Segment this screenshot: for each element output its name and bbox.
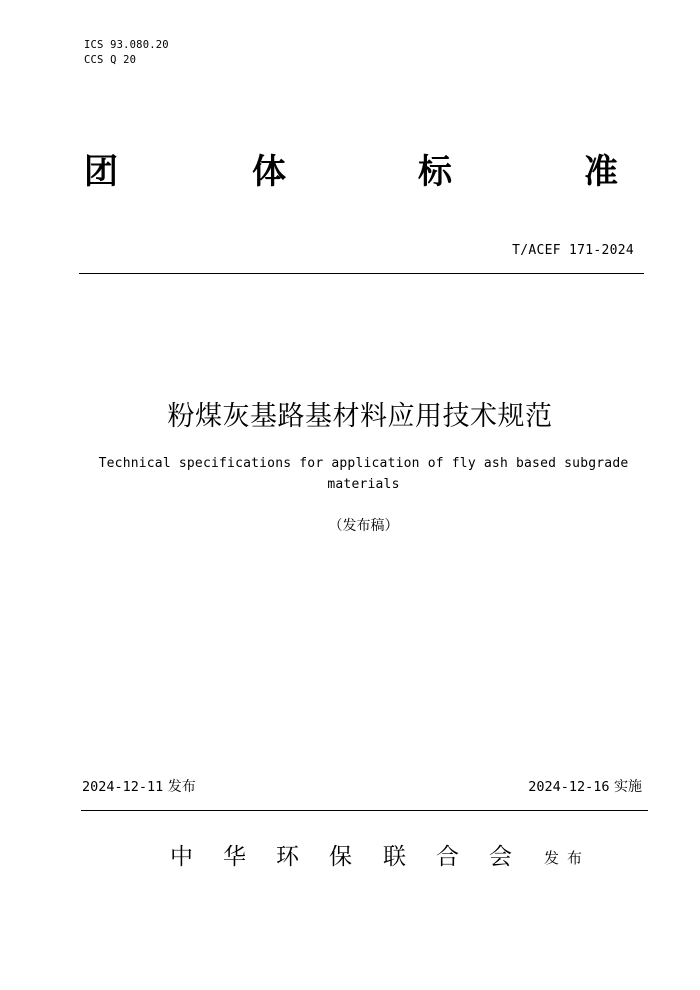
top-divider: [79, 273, 644, 274]
issue-label: 发布: [167, 779, 196, 795]
publisher-char: 联: [383, 844, 406, 870]
standard-type-heading: [84, 150, 632, 200]
implementation-label: 实施: [614, 779, 642, 795]
publisher-char: 中: [170, 844, 193, 870]
publisher-char: 会: [489, 844, 512, 870]
standard-type-char: 团: [84, 152, 118, 192]
issue-date: 2024-12-11: [82, 779, 164, 795]
standard-number: T/ACEF 171-2024: [512, 243, 634, 258]
bottom-divider: [81, 810, 648, 811]
publisher-char: 保: [329, 844, 352, 870]
document-title-english: Technical specifications for application of fly ash based subgrade materials: [98, 456, 629, 492]
classification-codes: [84, 38, 169, 68]
standard-type-char: 准: [584, 152, 618, 192]
issue-date-line: [82, 777, 196, 797]
ics-code: ICS 93.080.20: [84, 39, 169, 51]
implementation-date-line: [528, 777, 642, 797]
publisher-action: 发布: [544, 849, 591, 867]
publisher-line: [170, 840, 590, 876]
implementation-date: 2024-12-16: [528, 779, 610, 795]
publisher-char: 合: [436, 844, 459, 870]
document-title-chinese: 粉煤灰基路基材料应用技术规范: [167, 401, 553, 432]
publisher-char: 环: [276, 844, 299, 870]
ccs-code: CCS Q 20: [84, 54, 137, 66]
publisher-char: 华: [223, 844, 246, 870]
standard-type-char: 标: [418, 152, 452, 192]
document-status: （发布稿）: [328, 518, 399, 534]
standard-type-char: 体: [252, 152, 286, 192]
